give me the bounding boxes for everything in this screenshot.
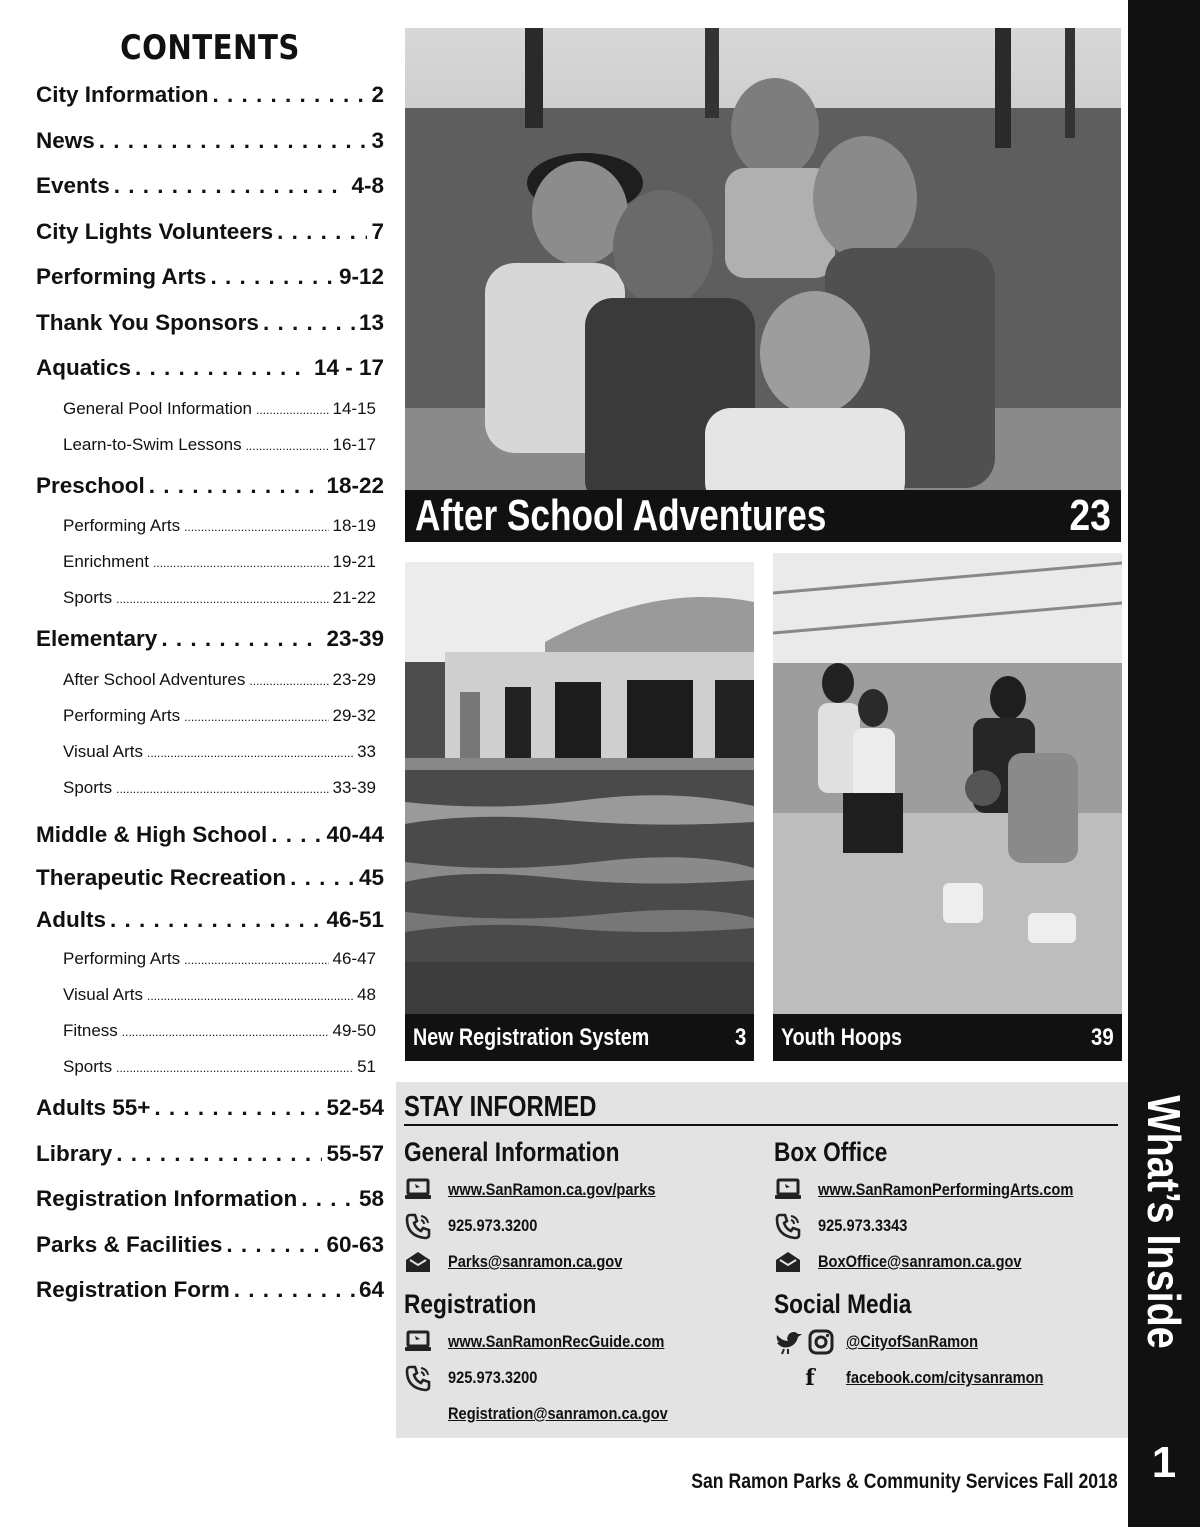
- link-text[interactable]: www.SanRamonRecGuide.com: [448, 1332, 665, 1351]
- phone-icon: [404, 1212, 448, 1240]
- toc-subentry[interactable]: [36, 1013, 384, 1049]
- feature-page-number: 39: [1091, 1023, 1114, 1051]
- bird-icon: [774, 1329, 808, 1355]
- page-number: 1: [1151, 1438, 1177, 1487]
- toc-entry[interactable]: [36, 254, 384, 300]
- after-school-feature[interactable]: [405, 28, 1121, 542]
- toc-subentry-page: 33-39: [332, 777, 376, 797]
- toc-subentry-label: Performing Arts: [63, 516, 181, 535]
- toc-entry-page: 46-51: [326, 907, 384, 932]
- link-text[interactable]: www.SanRamon.ca.gov/parks: [448, 1180, 656, 1199]
- phone-number: 925.973.3200: [448, 1368, 538, 1387]
- email-link[interactable]: Parks@sanramon.ca.gov: [448, 1252, 623, 1271]
- toc-entry-label: Preschool: [36, 472, 145, 498]
- toc-leader: [122, 1013, 329, 1049]
- toc-title: CONTENTS: [120, 28, 300, 68]
- phone-number: 925.973.3343: [818, 1216, 908, 1235]
- contact-web[interactable]: [774, 1172, 1124, 1208]
- contact-email[interactable]: [404, 1396, 764, 1432]
- box-office-section: [774, 1136, 1124, 1280]
- toc-leader: [249, 662, 328, 698]
- registration-feature[interactable]: [405, 562, 754, 1061]
- toc-entry-page: 7: [371, 218, 384, 244]
- basketball-gym-photo: [773, 553, 1122, 1061]
- toc-entry-label: City Lights Volunteers: [36, 218, 274, 244]
- toc-entry-label: Adults: [36, 907, 106, 932]
- toc-entry-label: City Information: [36, 82, 209, 107]
- toc-subentry-label: Sports: [63, 1057, 113, 1076]
- toc-leader: [153, 544, 329, 580]
- building-pond-photo: [405, 562, 754, 1061]
- page-footer: San Ramon Parks & Community Services Fall 2018: [691, 1470, 1118, 1493]
- toc-entry-page: 3: [371, 127, 384, 153]
- toc-subentry-label: General Pool Information: [63, 398, 252, 418]
- contact-phone[interactable]: [404, 1208, 764, 1244]
- camera-icon: [808, 1329, 846, 1355]
- toc-entry[interactable]: [36, 1131, 384, 1177]
- phone-icon: [774, 1212, 818, 1240]
- email-link[interactable]: Registration@sanramon.ca.gov: [448, 1404, 668, 1423]
- toc-subentry-label: After School Adventures: [63, 669, 246, 689]
- section-heading: Box Office: [774, 1137, 888, 1167]
- toc-subentry-label: Performing Arts: [63, 949, 181, 968]
- toc-leader: [99, 118, 368, 164]
- section-heading: Registration: [404, 1289, 537, 1319]
- toc-subentry[interactable]: [36, 977, 384, 1013]
- toc-subentry-label: Enrichment: [63, 552, 149, 571]
- toc-leader: [184, 941, 328, 977]
- toc-subentry-label: Visual Arts: [63, 741, 144, 761]
- toc-subentry-page: 48: [357, 985, 376, 1004]
- toc-subentry-page: 16-17: [332, 434, 376, 454]
- contact-email[interactable]: [774, 1244, 1124, 1280]
- toc-entry-page: 4-8: [351, 173, 384, 198]
- facebook-icon: f: [805, 1365, 815, 1391]
- social-handle[interactable]: [774, 1324, 1124, 1360]
- feature-title: New Registration System: [413, 1023, 650, 1051]
- toc-subentry-page: 14-15: [332, 398, 376, 418]
- social-handle-text[interactable]: @CityofSanRamon: [846, 1332, 979, 1351]
- sidebar-label: What’s Inside: [1138, 1095, 1190, 1349]
- toc-subentry[interactable]: [36, 544, 384, 580]
- phone-icon: [404, 1364, 448, 1392]
- laptop-icon: [774, 1176, 818, 1204]
- toc-entry-page: 2: [371, 82, 384, 107]
- section-heading: Social Media: [774, 1289, 912, 1319]
- toc-leader: [149, 463, 323, 509]
- toc-subentry-page: 49-50: [332, 1021, 376, 1040]
- toc-entry-label: Adults 55+: [36, 1095, 151, 1120]
- toc-leader: [116, 1049, 353, 1085]
- toc-subentry[interactable]: [36, 580, 384, 616]
- toc-entry[interactable]: [36, 1267, 384, 1313]
- toc-entry-page: 52-54: [326, 1095, 384, 1120]
- toc-entry[interactable]: [36, 163, 384, 209]
- toc-entry[interactable]: [36, 1176, 384, 1222]
- toc-entry-label: Library: [36, 1140, 113, 1166]
- link-text[interactable]: www.SanRamonPerformingArts.com: [818, 1180, 1074, 1199]
- toc-entry-label: Registration Information: [36, 1186, 298, 1211]
- laptop-icon: [404, 1328, 448, 1356]
- toc-subentry-page: 18-19: [332, 516, 376, 535]
- toc-subentry[interactable]: [36, 1049, 384, 1085]
- toc-leader: [246, 427, 329, 463]
- toc-subentry[interactable]: [36, 941, 384, 977]
- toc-subentry-label: Performing Arts: [63, 705, 181, 725]
- toc-leader: [277, 209, 367, 255]
- toc-entry-label: Therapeutic Recreation: [36, 865, 287, 890]
- toc-entry[interactable]: [36, 118, 384, 164]
- toc-entry[interactable]: [36, 857, 384, 899]
- toc-entry-page: 9-12: [338, 264, 384, 289]
- toc-entry-page: 60-63: [326, 1231, 384, 1257]
- phone-number: 925.973.3200: [448, 1216, 538, 1235]
- toc-subentry-page: 19-21: [332, 552, 376, 571]
- toc-entry[interactable]: [36, 616, 384, 662]
- toc-entry[interactable]: [36, 300, 384, 346]
- toc-subentry[interactable]: [36, 770, 384, 806]
- toc-leader: [226, 1222, 322, 1268]
- toc-entry-page: 14 - 17: [313, 355, 384, 380]
- toc-entry[interactable]: [36, 812, 384, 858]
- toc-entry-label: News: [36, 127, 95, 153]
- toc-entry-label: Events: [36, 173, 110, 198]
- toc-entry-label: Thank You Sponsors: [36, 309, 259, 335]
- toc-leader: [263, 300, 355, 346]
- toc-entry-page: 58: [358, 1186, 384, 1211]
- envelope-icon: [404, 1248, 448, 1276]
- toc-entry-page: 55-57: [326, 1140, 384, 1166]
- toc-leader: [161, 616, 322, 662]
- toc-subentry-page: 21-22: [332, 588, 376, 607]
- toc-entry-label: Performing Arts: [36, 264, 207, 289]
- toc-subentry-label: Sports: [63, 588, 113, 607]
- envelope-icon: [774, 1248, 818, 1276]
- feature-title: After School Adventures: [415, 491, 827, 540]
- feature-page-number: 23: [1069, 491, 1111, 540]
- toc-leader: [154, 1085, 322, 1131]
- toc-leader: [110, 899, 322, 941]
- toc-subentry-page: 33: [357, 741, 376, 761]
- stay-informed-panel: [396, 1082, 1128, 1438]
- toc-subentry-label: Learn-to-Swim Lessons: [63, 434, 242, 454]
- toc-entry[interactable]: [36, 1085, 384, 1131]
- toc-subentry[interactable]: [36, 734, 384, 770]
- toc-leader: [184, 698, 328, 734]
- toc-entry-page: 45: [358, 865, 384, 890]
- toc-entry-page: 64: [358, 1277, 384, 1302]
- laptop-icon: [404, 1176, 448, 1204]
- toc-entry[interactable]: [36, 463, 384, 509]
- toc-subentry-page: 29-32: [332, 705, 376, 725]
- kids-group-photo: [405, 28, 1121, 542]
- email-link[interactable]: BoxOffice@sanramon.ca.gov: [818, 1252, 1022, 1271]
- toc-entry[interactable]: [36, 72, 384, 118]
- toc-leader: [116, 580, 328, 616]
- toc-entry-page: 40-44: [326, 821, 384, 847]
- registration-section: [404, 1288, 764, 1432]
- toc-subentry-page: 23-29: [332, 669, 376, 689]
- toc-leader: [116, 770, 328, 806]
- stay-informed-title: STAY INFORMED: [404, 1090, 1118, 1126]
- toc-entry[interactable]: [36, 345, 384, 391]
- general-info-section: [404, 1136, 764, 1280]
- table-of-contents: [36, 28, 384, 1313]
- toc-leader: [184, 508, 328, 544]
- feature-page-number: 3: [734, 1023, 746, 1051]
- toc-entry-label: Middle & High School: [36, 821, 268, 847]
- toc-entry-page: 23-39: [326, 626, 384, 651]
- toc-leader: [290, 857, 355, 899]
- toc-entry-label: Elementary: [36, 626, 158, 651]
- youth-hoops-feature[interactable]: [773, 553, 1122, 1061]
- toc-entry-page: 18-22: [326, 472, 384, 498]
- toc-entry[interactable]: [36, 1222, 384, 1268]
- toc-leader: [147, 734, 353, 770]
- toc-leader: [234, 1267, 355, 1313]
- feature-title: Youth Hoops: [781, 1023, 902, 1051]
- facebook-link[interactable]: [774, 1360, 1124, 1396]
- contact-phone[interactable]: [404, 1360, 764, 1396]
- social-media-section: [774, 1288, 1124, 1396]
- toc-subentry-label: Sports: [63, 777, 113, 797]
- toc-entry[interactable]: [36, 899, 384, 941]
- contact-phone[interactable]: [774, 1208, 1124, 1244]
- sidebar-tab: [1128, 0, 1200, 1527]
- toc-entry-page: 13: [358, 309, 384, 335]
- toc-leader: [213, 72, 368, 118]
- toc-subentry-label: Fitness: [63, 1021, 118, 1040]
- toc-entry-label: Aquatics: [36, 355, 132, 380]
- toc-subentry[interactable]: [36, 391, 384, 427]
- toc-subentry[interactable]: [36, 698, 384, 734]
- toc-subentry-page: 46-47: [332, 949, 376, 968]
- toc-entry-label: Registration Form: [36, 1277, 230, 1302]
- toc-leader: [147, 977, 353, 1013]
- contact-web[interactable]: [404, 1324, 764, 1360]
- facebook-link-text[interactable]: facebook.com/citysanramon: [846, 1368, 1044, 1387]
- toc-subentry-label: Visual Arts: [63, 985, 144, 1004]
- toc-leader: [135, 345, 310, 391]
- section-heading: General Information: [404, 1137, 620, 1167]
- toc-entry-label: Parks & Facilities: [36, 1231, 223, 1257]
- toc-subentry-page: 51: [357, 1057, 376, 1076]
- toc-subentry[interactable]: [36, 662, 384, 698]
- toc-leader: [116, 1131, 322, 1177]
- toc-leader: [256, 391, 329, 427]
- contact-email[interactable]: [404, 1244, 764, 1280]
- toc-leader: [271, 812, 322, 858]
- contact-web[interactable]: [404, 1172, 764, 1208]
- toc-subentry[interactable]: [36, 508, 384, 544]
- toc-leader: [114, 163, 348, 209]
- toc-subentry[interactable]: [36, 427, 384, 463]
- toc-leader: [210, 254, 335, 300]
- toc-leader: [301, 1176, 355, 1222]
- toc-entry[interactable]: [36, 209, 384, 255]
